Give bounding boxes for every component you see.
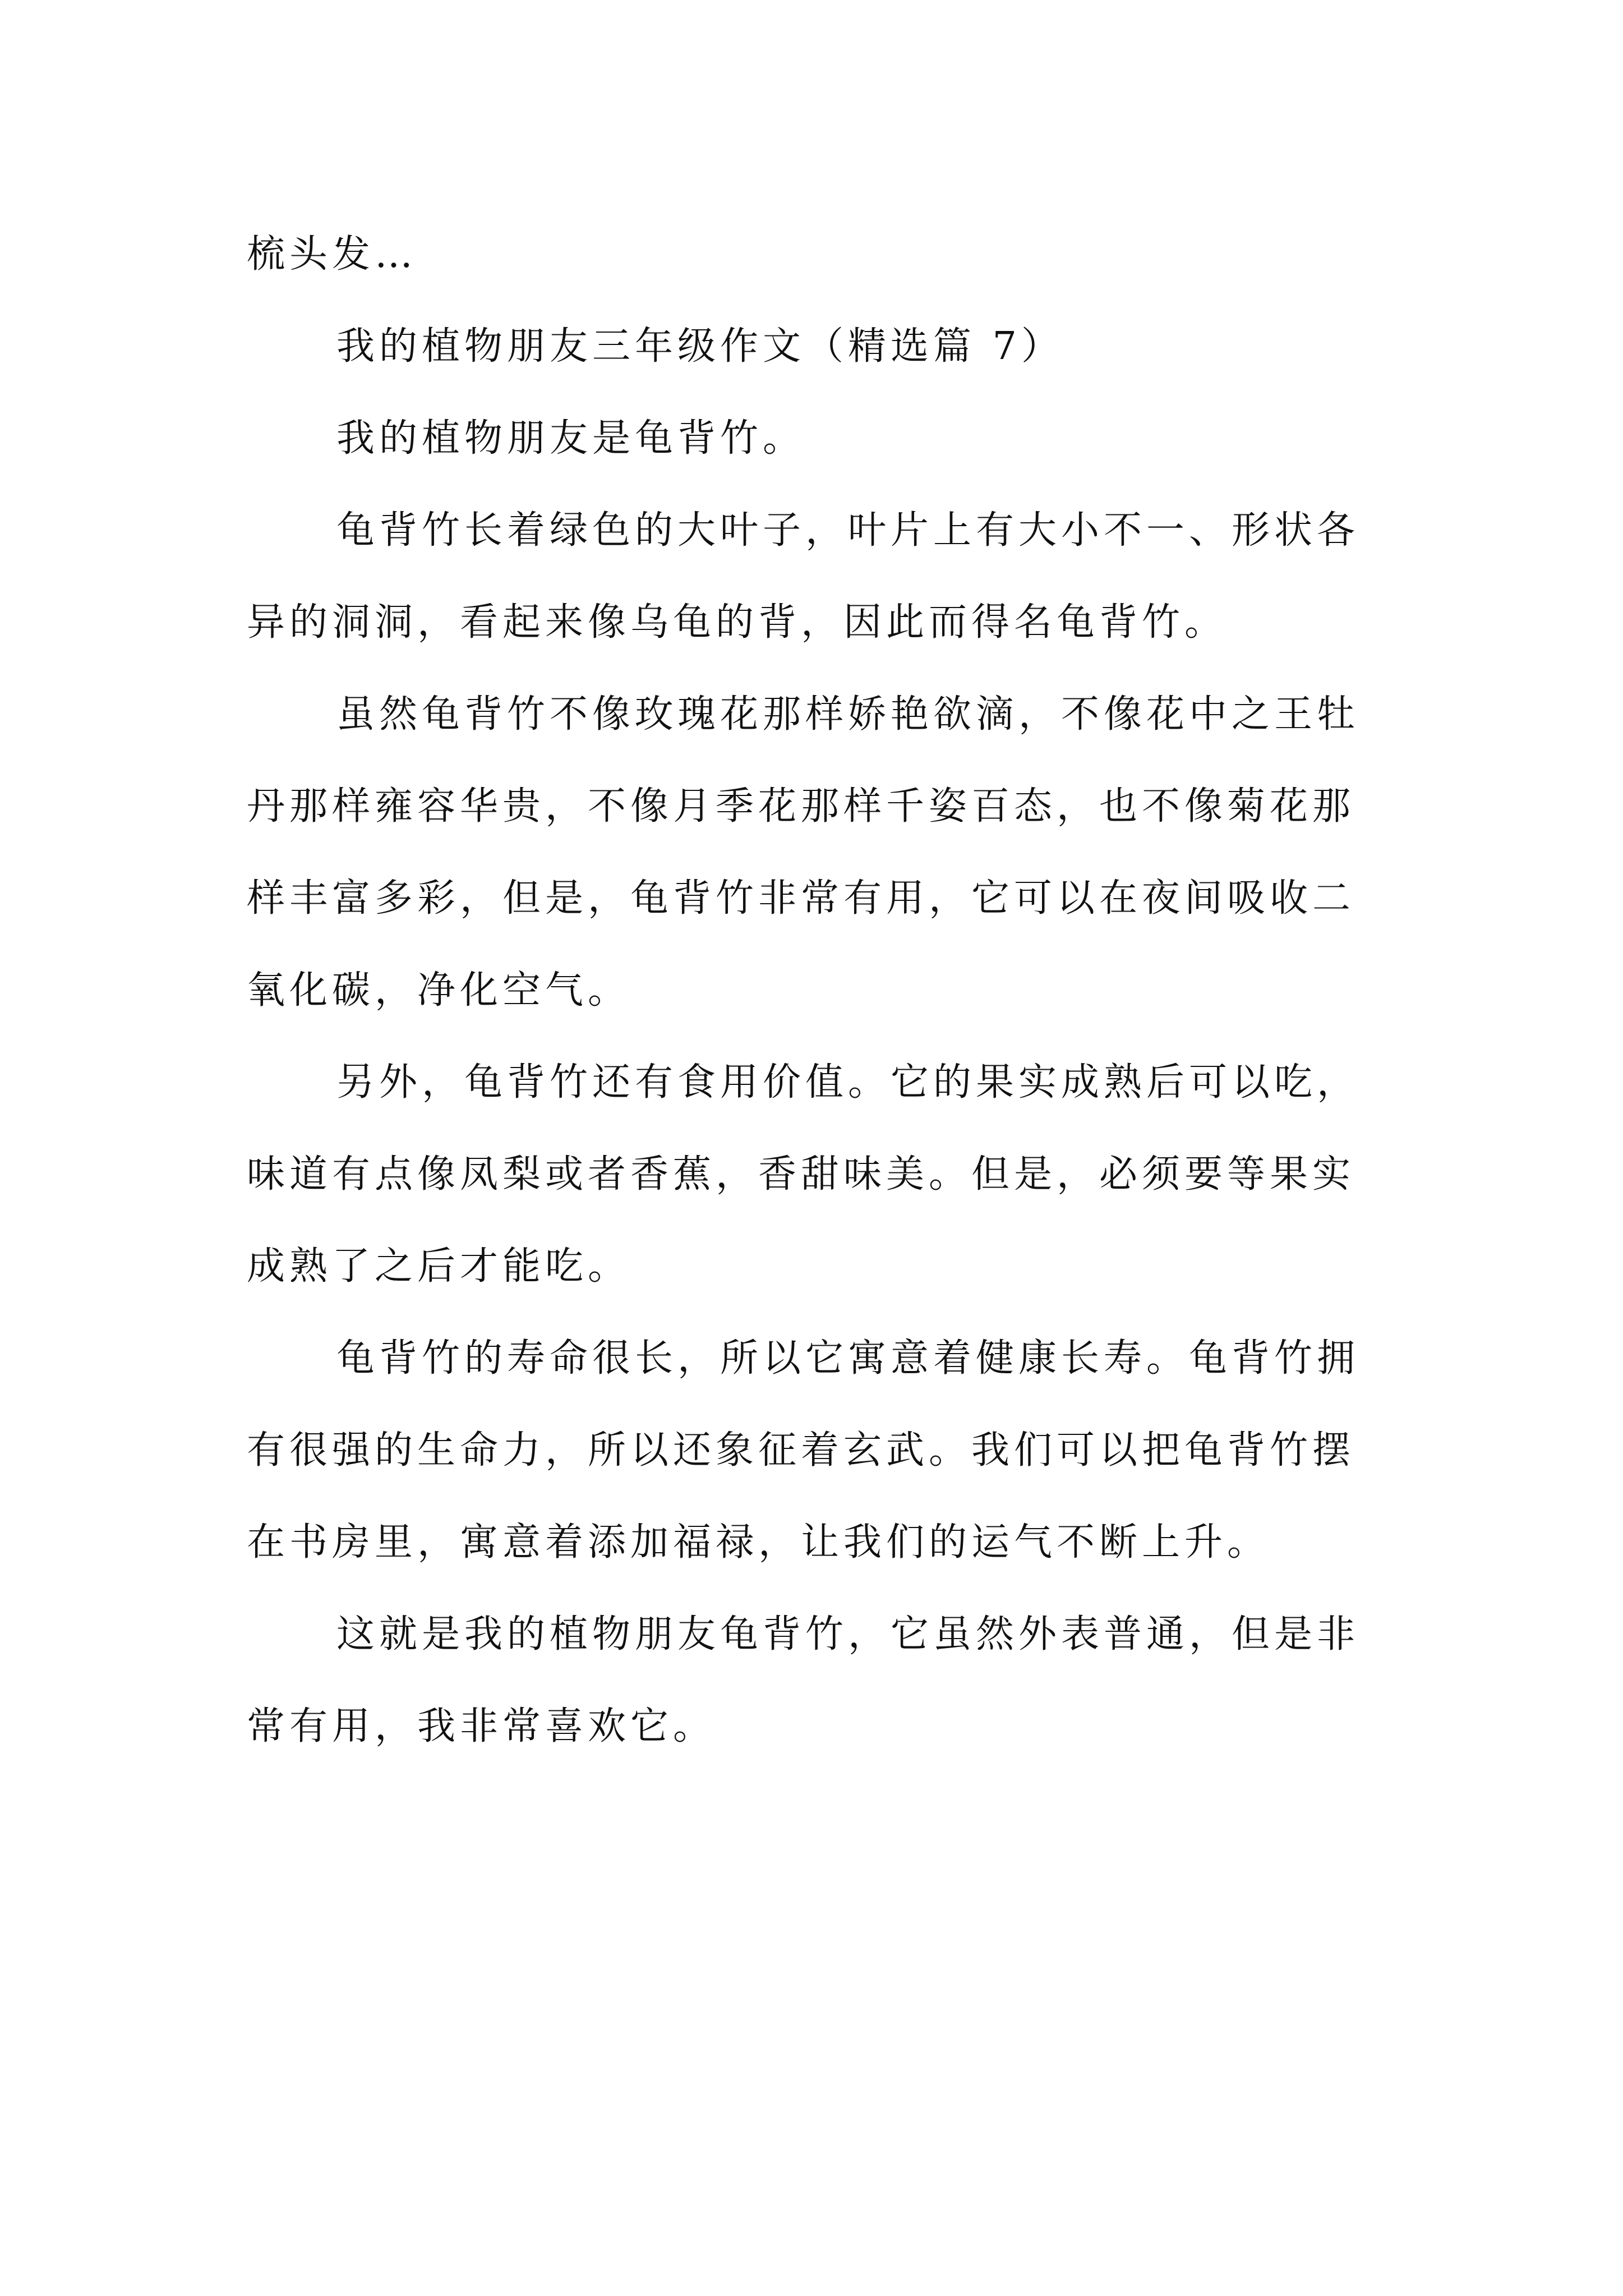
paragraph-line: 这就是我的植物朋友龟背竹，它虽然外表普通，但是非: [336, 1612, 1360, 1657]
paragraph-line: 丹那样雍容华贵，不像月季花那样千姿百态，也不像菊花那: [247, 784, 1355, 829]
paragraph-2: [247, 485, 1391, 669]
paragraph-line: 在书房里，寓意着添加福禄，让我们的运气不断上升。: [247, 1520, 1270, 1565]
paragraph-line: 我的植物朋友是龟背竹。: [336, 416, 806, 461]
paragraph-line: 虽然龟背竹不像玫瑰花那样娇艳欲滴，不像花中之王牡: [336, 692, 1360, 737]
paragraph-line: 有很强的生命力，所以还象征着玄武。我们可以把龟背竹摆: [247, 1428, 1355, 1473]
paragraph-6: [247, 1589, 1391, 1773]
paragraph-line: 成熟了之后才能吃。: [247, 1244, 631, 1289]
paragraph-line: 异的洞洞，看起来像乌龟的背，因此而得名龟背竹。: [247, 600, 1228, 645]
document-body: [247, 209, 1391, 1773]
paragraph-1: [247, 393, 1391, 485]
paragraph-3: [247, 669, 1391, 1037]
paragraph-line: 氧化碳，净化空气。: [247, 968, 631, 1013]
essay-heading: 我的植物朋友三年级作文（精选篇 7）: [336, 324, 1064, 369]
paragraph-4: [247, 1037, 1391, 1313]
paragraph-line: 龟背竹的寿命很长，所以它寓意着健康长寿。龟背竹拥: [336, 1336, 1360, 1381]
paragraph-line: 常有用，我非常喜欢它。: [247, 1704, 716, 1749]
paragraph-line: 另外，龟背竹还有食用价值。它的果实成熟后可以吃，: [336, 1060, 1360, 1105]
paragraph-line: 味道有点像凤梨或者香蕉，香甜味美。但是，必须要等果实: [247, 1152, 1355, 1197]
paragraph-line: 龟背竹长着绿色的大叶子，叶片上有大小不一、形状各: [336, 508, 1360, 553]
continuation-line: 梳头发…: [247, 232, 418, 277]
paragraph-5: [247, 1313, 1391, 1589]
paragraph-line: 样丰富多彩，但是，龟背竹非常有用，它可以在夜间吸收二: [247, 876, 1355, 921]
